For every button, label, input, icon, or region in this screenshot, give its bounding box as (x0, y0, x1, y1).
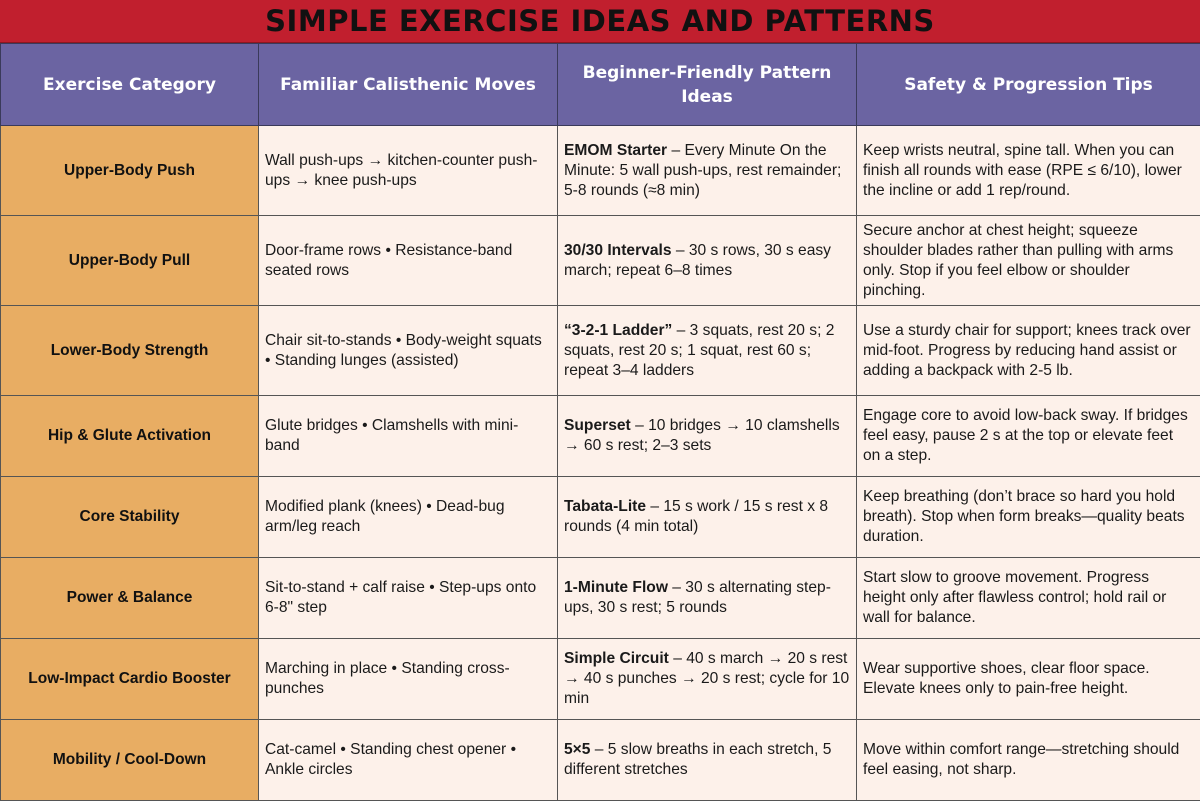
category-cell: Power & Balance (1, 558, 259, 639)
pattern-cell (558, 720, 857, 801)
table-row (1, 720, 1200, 801)
tips-cell: Keep wrists neutral, spine tall. When you can finish all rounds with ease (RPE ≤ 6/10), lower the incline or add 1 rep/round. (857, 126, 1200, 216)
pattern-name: Simple Circuit (564, 650, 669, 667)
pattern-name: 5×5 (564, 741, 590, 758)
pattern-name: EMOM Starter (564, 142, 667, 159)
header-tips: Safety & Progression Tips (857, 44, 1200, 126)
pattern-cell (558, 306, 857, 396)
category-cell: Upper-Body Push (1, 126, 259, 216)
pattern-desc: – 5 slow breaths in each stretch, 5 different stretches (564, 741, 831, 778)
category-cell: Lower-Body Strength (1, 306, 259, 396)
header-category: Exercise Category (1, 44, 259, 126)
table-body (1, 126, 1200, 801)
pattern-name: 1-Minute Flow (564, 579, 668, 596)
category-cell: Mobility / Cool-Down (1, 720, 259, 801)
pattern-desc: – Every Minute On the Minute: 5 wall push-ups, rest remainder; 5-8 rounds (≈8 min) (564, 142, 841, 199)
moves-cell: Cat-camel • Standing chest opener • Ankle circles (259, 720, 558, 801)
tips-cell: Use a sturdy chair for support; knees track over mid-foot. Progress by reducing hand assist or adding a backpack with 2-5 lb. (857, 306, 1200, 396)
moves-cell: Door-frame rows • Resistance-band seated rows (259, 216, 558, 306)
page-title: SIMPLE EXERCISE IDEAS AND PATTERNS (265, 4, 935, 38)
header-row (1, 44, 1200, 126)
tips-cell: Keep breathing (don’t brace so hard you hold breath). Stop when form breaks—quality beats duration. (857, 477, 1200, 558)
category-cell: Core Stability (1, 477, 259, 558)
moves-cell: Sit-to-stand + calf raise • Step-ups onto 6-8" step (259, 558, 558, 639)
pattern-cell (558, 396, 857, 477)
tips-cell: Wear supportive shoes, clear floor space. Elevate knees only to pain-free height. (857, 639, 1200, 720)
moves-cell: Wall push-ups → kitchen-counter push-ups → knee push-ups (259, 126, 558, 216)
title-bar (0, 0, 1200, 43)
moves-cell: Marching in place • Standing cross-punches (259, 639, 558, 720)
table-row (1, 639, 1200, 720)
moves-cell: Modified plank (knees) • Dead-bug arm/leg reach (259, 477, 558, 558)
pattern-desc: – 3 squats, rest 20 s; 2 squats, rest 20 s; 1 squat, rest 60 s; repeat 3–4 ladders (564, 322, 834, 379)
table-row (1, 477, 1200, 558)
pattern-name: 30/30 Intervals (564, 242, 672, 259)
pattern-cell (558, 639, 857, 720)
header-patterns: Beginner-Friendly Pattern Ideas (558, 44, 857, 126)
tips-cell: Secure anchor at chest height; squeeze shoulder blades rather than pulling with arms only. Stop if you feel elbow or shoulder pinching. (857, 216, 1200, 306)
exercise-table (0, 43, 1200, 801)
pattern-cell (558, 558, 857, 639)
tips-cell: Move within comfort range—stretching should feel easing, not sharp. (857, 720, 1200, 801)
table-row (1, 216, 1200, 306)
pattern-name: Tabata-Lite (564, 498, 646, 515)
tips-cell: Start slow to groove movement. Progress height only after flawless control; hold rail or wall for balance. (857, 558, 1200, 639)
pattern-cell (558, 216, 857, 306)
table-header (1, 44, 1200, 126)
table-row (1, 126, 1200, 216)
tips-cell: Engage core to avoid low-back sway. If bridges feel easy, pause 2 s at the top or elevate feet on a step. (857, 396, 1200, 477)
table-row (1, 558, 1200, 639)
category-cell: Low-Impact Cardio Booster (1, 639, 259, 720)
moves-cell: Chair sit-to-stands • Body-weight squats • Standing lunges (assisted) (259, 306, 558, 396)
pattern-desc: – 10 bridges → 10 clamshells → 60 s rest; 2–3 sets (564, 417, 840, 454)
category-cell: Hip & Glute Activation (1, 396, 259, 477)
table-row (1, 396, 1200, 477)
pattern-cell (558, 477, 857, 558)
table-row (1, 306, 1200, 396)
pattern-name: Superset (564, 417, 631, 434)
pattern-desc: – 15 s work / 15 s rest x 8 rounds (4 min total) (564, 498, 828, 535)
category-cell: Upper-Body Pull (1, 216, 259, 306)
pattern-desc: – 40 s march → 20 s rest → 40 s punches → 20 s rest; cycle for 10 min (564, 650, 849, 707)
moves-cell: Glute bridges • Clamshells with mini-band (259, 396, 558, 477)
pattern-name: “3-2-1 Ladder” (564, 322, 672, 339)
pattern-desc: – 30 s alternating step-ups, 30 s rest; 5 rounds (564, 579, 831, 616)
header-moves: Familiar Calisthenic Moves (259, 44, 558, 126)
pattern-desc: – 30 s rows, 30 s easy march; repeat 6–8 times (564, 242, 831, 279)
pattern-cell (558, 126, 857, 216)
